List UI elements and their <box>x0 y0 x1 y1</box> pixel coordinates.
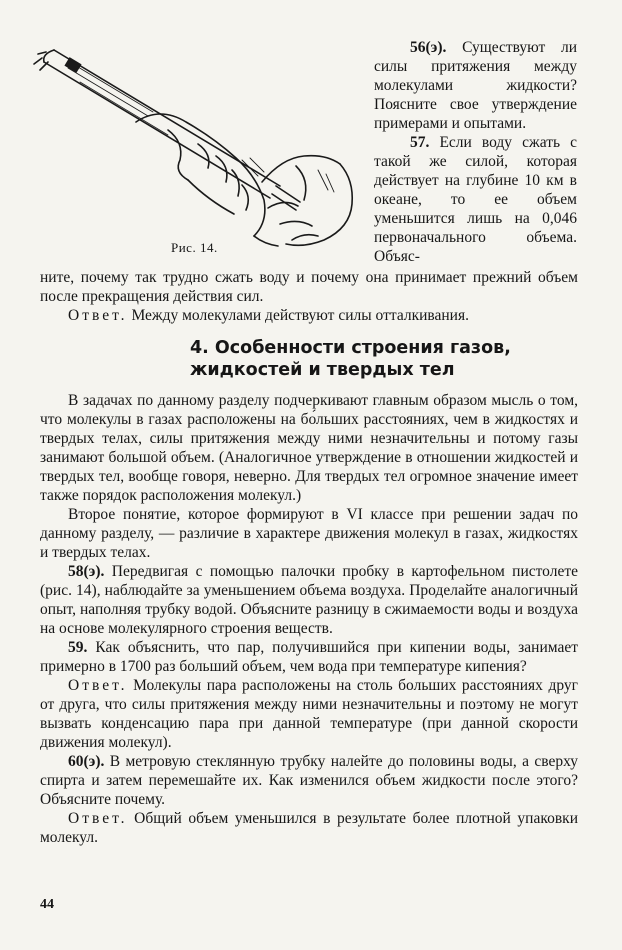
answer-57 <box>40 306 578 325</box>
intro-paragraph-1: В задачах по данному разделу подчеркивают главным образом мысль о том, что молекулы в газах расположены на бо́льших расстояниях, чем в жидкостях и твердых телах, силы притяжения между ними незначительны и потому газы занимают большой объем. (Аналогичное утверждение в отношении жидкостей и твердых тел, вообще говоря, неверно. Для твердых тел огромное значение имеет также порядок расположения молекул.) <box>40 392 578 504</box>
answer-60-text: Общий объем уменьшился в результате более плотной упаковки молекул. <box>40 810 578 846</box>
section-heading <box>40 337 578 381</box>
answer-59-text: Молекулы пара расположены на столь больших расстояниях друг от друга, что силы притяжения между ними незначительны и поэтому не могут вызвать конденсацию пара при данной температуре (при данной скорости движения молекул). <box>40 677 578 751</box>
problem-59-number: 59. <box>68 639 88 656</box>
answer-59 <box>40 676 578 752</box>
problem-56-number: 56(э). <box>410 39 447 56</box>
problem-58 <box>40 562 578 638</box>
problem-60-number: 60(э). <box>68 753 105 770</box>
side-text-column <box>374 38 577 266</box>
answer-57-text: Между молекулами действуют силы отталкивания. <box>127 307 469 324</box>
section-heading-line-1: 4. Особенности строения газов, <box>190 338 511 358</box>
problem-57-number: 57. <box>410 134 430 151</box>
problem-59-text: Как объяснить, что пар, получившийся при кипении воды, занимает примерно в 1700 раз больший объем, чем вода при температуре кипения? <box>40 639 578 675</box>
answer-60 <box>40 809 578 847</box>
problem-57-continued: ните, почему так трудно сжать воду и почему она принимает прежний объем после прекращения действия сил. <box>40 269 578 305</box>
potato-pistol-illustration <box>28 40 368 255</box>
problem-58-number: 58(э). <box>68 563 105 580</box>
problem-58-text: Передвигая с помощью палочки пробку в картофельном пистолете (рис. 14), наблюдайте за уменьшением объема воздуха. Проделайте аналогичный опыт, наполняя трубку водой. Объясните разницу в сжимаемости воды и воздуха на основе молекулярного строения веществ. <box>40 563 578 637</box>
problem-59 <box>40 638 578 676</box>
intro-paragraph-2: Второе понятие, которое формируют в VI классе при решении задач по данному разделу, — различие в характере движения молекул в газах, жидкостях и твердых телах. <box>40 506 578 561</box>
problem-57 <box>374 133 577 266</box>
problem-57-text: Если воду сжать с такой же силой, которая действует на глубине 10 км в океане, то ее объем уменьшится лишь на 0,046 первоначального объема. Объяс- <box>374 134 577 265</box>
section-heading-line-2: жидкостей и твердых тел <box>190 360 455 380</box>
answer-label: Ответ. <box>68 677 128 694</box>
answer-label: Ответ. <box>68 307 128 324</box>
figure-14 <box>28 40 368 255</box>
answer-label: Ответ. <box>68 810 128 827</box>
figure-caption: Рис. 14. <box>171 240 218 255</box>
problem-60-text: В метровую стеклянную трубку налейте до половины воды, а сверху спирта и затем перемешайте их. Как изменился объем жидкости после этого? Объясните почему. <box>40 753 578 808</box>
main-text-column <box>40 268 578 847</box>
page-number: 44 <box>40 897 54 912</box>
problem-56 <box>374 38 577 133</box>
problem-56-text: Существуют ли силы притяжения между молекулами жидкости? Поясните свое утверждение примерами и опытами. <box>374 39 577 132</box>
problem-60 <box>40 752 578 809</box>
